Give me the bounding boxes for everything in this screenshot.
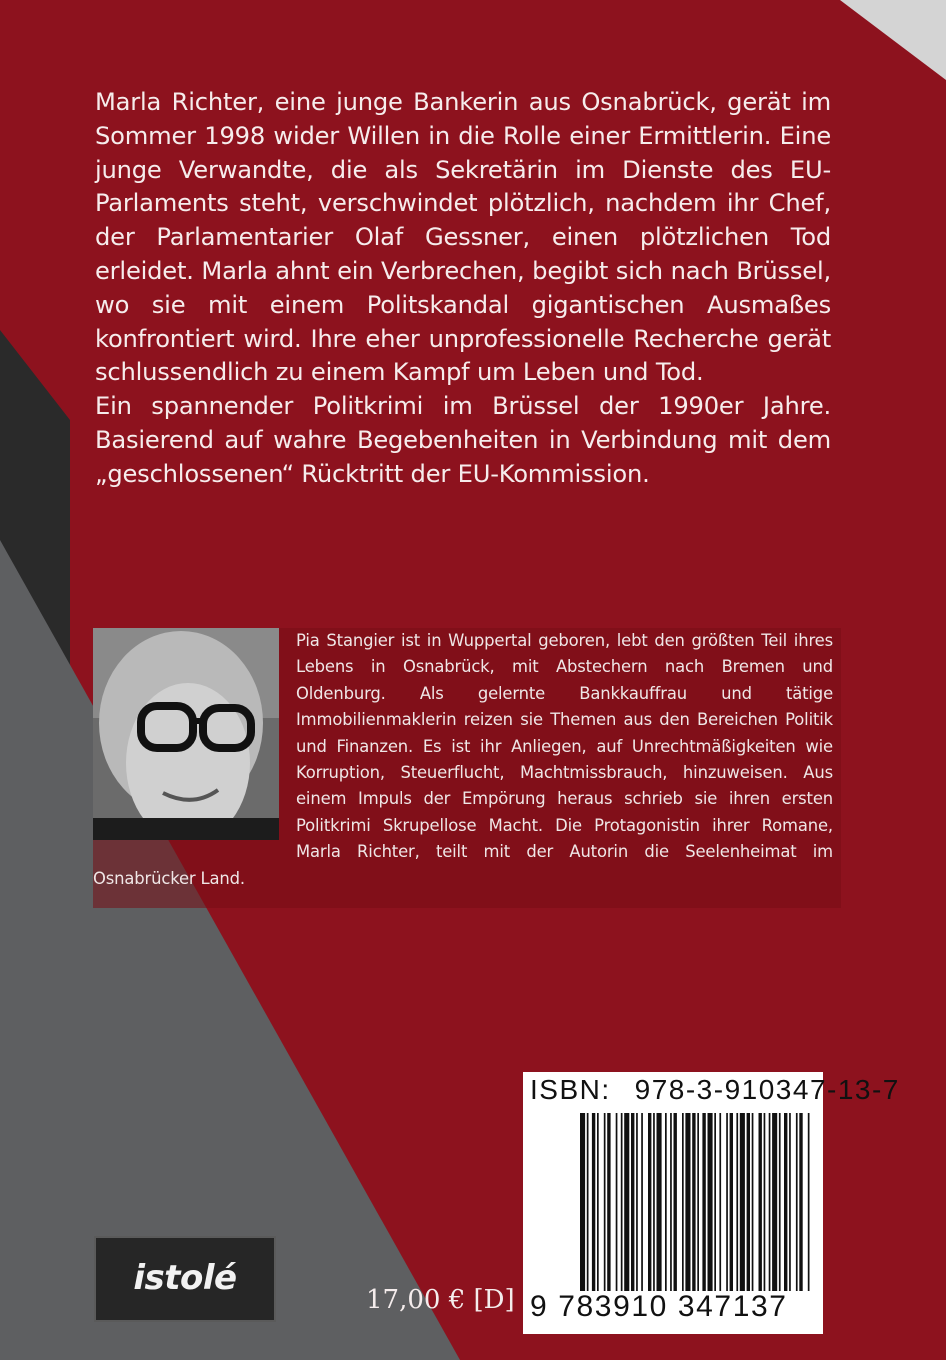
isbn-number: 978-3-910347-13-7 <box>634 1074 900 1105</box>
author-bio-text: Pia Stangier ist in Wuppertal geboren, lebt den größten Teil ihres Lebens in Osnabrück, mit Abstechern nach Bremen und Oldenburg. Als gelernte Bankkauffrau und tätige Immobilienmaklerin reizen sie Themen aus den Bereichen Politik und Finanzen. Es ist ihr Anliegen, auf Unrechtmäßigkeiten wie Korruption, Steuerflucht, Machtmissbrauch, hinzuweisen. Aus einem Impuls der Empörung heraus schrieb sie ihren ersten Politkrimi Skrupellose Macht. Die Protagonistin ihrer Romane, Marla Richter, teilt mit der Autorin die Seelenheimat im Osnabrücker Land. <box>93 631 833 888</box>
barcode-icon <box>580 1113 812 1291</box>
publisher-logo <box>94 1236 276 1322</box>
publisher-name: istolé <box>133 1258 237 1298</box>
back-cover-blurb <box>95 86 831 492</box>
barcode-digits: 9 783910 347137 <box>530 1290 788 1323</box>
isbn-label: ISBN: <box>530 1074 611 1105</box>
author-bio <box>93 628 833 892</box>
isbn-line <box>530 1074 900 1106</box>
blurb-paragraph-2: Ein spannender Politkrimi im Brüssel der 1990er Jahre. Basierend auf wahre Begebenheiten in Verbindung mit dem „geschlossenen“ Rücktritt der EU-Kommission. <box>95 392 831 488</box>
blurb-paragraph-1: Marla Richter, eine junge Bankerin aus Osnabrück, gerät im Sommer 1998 wider Willen in die Rolle einer Ermittlerin. Eine junge Verwandte, die als Sekretärin im Dienste des EU-Parlaments steht, verschwindet plötzlich, nachdem ihr Chef, der Parlamentarier Olaf Gessner, einen plötzlichen Tod erleidet. Marla ahnt ein Verbrechen, begibt sich nach Brüssel, wo sie mit einem Politskandal gigantischen Ausmaßes konfrontiert wird. Ihre eher unprofessionelle Recherche gerät schlussendlich zu einem Kampf um Leben und Tod. <box>95 88 831 387</box>
price: 17,00 € [D] <box>366 1285 515 1315</box>
